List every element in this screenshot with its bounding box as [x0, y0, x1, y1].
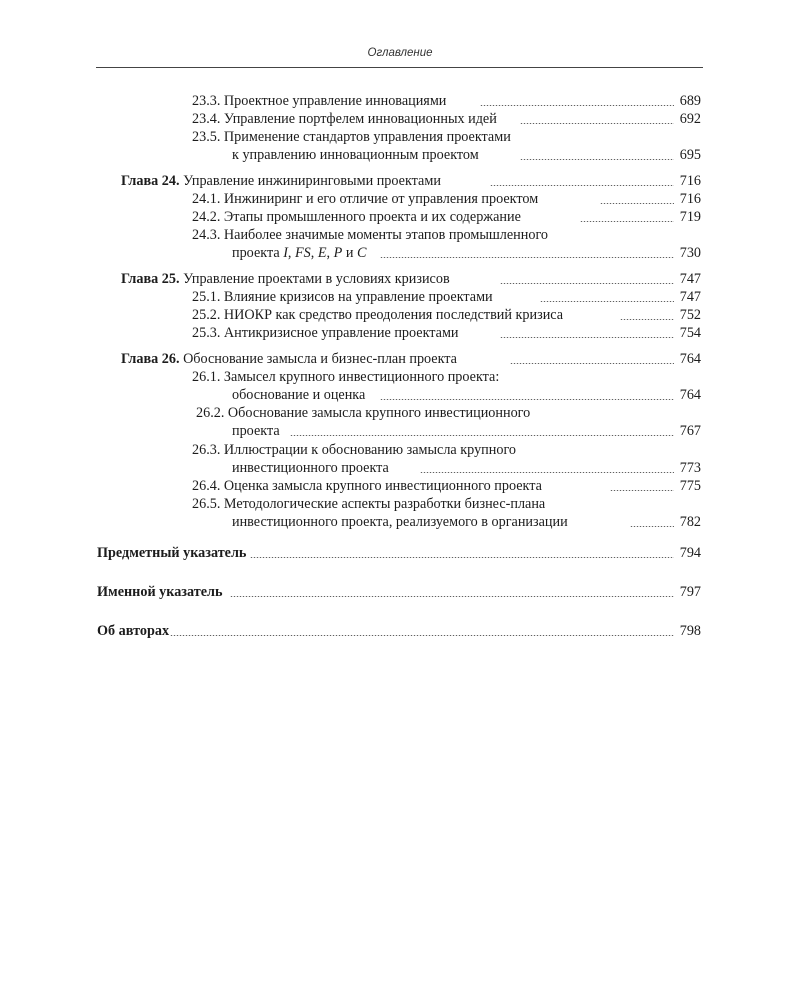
toc-name-index[interactable]: [0, 583, 800, 601]
chapter-label: Глава 26.: [121, 351, 180, 367]
toc-chapter-25[interactable]: [0, 270, 800, 288]
entry-page: 764: [679, 387, 701, 403]
toc-entry-26-2[interactable]: [0, 404, 800, 422]
leader-dots: [600, 203, 674, 204]
entry-title-line2: проекта I, FS, E, P и C: [232, 245, 367, 261]
toc-entry-26-5[interactable]: [0, 495, 800, 513]
chapter-title: Управление инжиниринговыми проектами: [183, 173, 441, 189]
toc-entry-26-1-cont[interactable]: [0, 386, 800, 404]
toc-entry-26-1[interactable]: [0, 368, 800, 386]
toc-about-authors[interactable]: [0, 622, 800, 640]
entry-page: 775: [679, 478, 701, 494]
entry-page: 782: [679, 514, 701, 530]
chapter-label: Глава 24.: [121, 173, 180, 189]
entry-title-line1: Методологические аспекты разработки бизнес-плана: [223, 496, 546, 512]
entry-title: Инжиниринг и его отличие от управления проектом: [223, 191, 539, 207]
entry-number: 25.3.: [192, 325, 221, 341]
entry-title: Об авторах: [97, 623, 170, 639]
toc-entry-23-3[interactable]: [0, 92, 800, 110]
entry-title: Управление портфелем инновационных идей: [223, 111, 497, 127]
toc-entry-24-3[interactable]: [0, 226, 800, 244]
leader-dots: [500, 283, 674, 284]
chapter-title: Управление проектами в условиях кризисов: [183, 271, 450, 287]
leader-dots: [520, 123, 674, 124]
entry-title-line1: Наиболее значимые моменты этапов промышленного: [223, 227, 549, 243]
entry-number: 24.1.: [192, 191, 221, 207]
entry-title: Влияние кризисов на управление проектами: [223, 289, 493, 305]
chapter-label: Глава 25.: [121, 271, 180, 287]
entry-title: Проектное управление инновациями: [223, 93, 447, 109]
leader-dots: [500, 337, 674, 338]
entry-page: 752: [679, 307, 701, 323]
entry-page: 764: [679, 351, 701, 367]
entry-title-line1: Иллюстрации к обоснованию замысла крупного: [223, 442, 516, 458]
entry-page: 730: [679, 245, 701, 261]
toc-entry-24-1[interactable]: [0, 190, 800, 208]
toc-chapter-24[interactable]: [0, 172, 800, 190]
toc-entry-26-2-cont[interactable]: [0, 422, 800, 440]
leader-dots: [170, 635, 674, 636]
leader-dots: [620, 319, 674, 320]
leader-dots: [580, 221, 674, 222]
entry-title: Именной указатель: [97, 584, 223, 600]
entry-number: 23.5.: [192, 129, 221, 145]
toc-entry-25-1[interactable]: [0, 288, 800, 306]
leader-dots: [490, 185, 674, 186]
entry-number: 26.3.: [192, 442, 221, 458]
entry-title: НИОКР как средство преодоления последствий кризиса: [223, 307, 564, 323]
entry-title-line1: Замысел крупного инвестиционного проекта:: [223, 369, 500, 385]
leader-dots: [510, 363, 674, 364]
toc-entry-23-5-cont[interactable]: [0, 146, 800, 164]
entry-title-line2: инвестиционного проекта: [232, 460, 389, 476]
entry-page: 794: [679, 545, 701, 561]
header-rule: [96, 67, 703, 68]
toc-entry-26-3-cont[interactable]: [0, 459, 800, 477]
leader-dots: [630, 526, 674, 527]
entry-number: 26.1.: [192, 369, 221, 385]
entry-number: 23.4.: [192, 111, 221, 127]
leader-dots: [540, 301, 674, 302]
entry-number: 24.2.: [192, 209, 221, 225]
entry-title: Предметный указатель: [97, 545, 247, 561]
toc-chapter-26[interactable]: [0, 350, 800, 368]
entry-page: 716: [679, 173, 701, 189]
toc-entry-23-4[interactable]: [0, 110, 800, 128]
entry-page: 754: [679, 325, 701, 341]
entry-title-line2: проекта: [232, 423, 280, 439]
toc-entry-25-3[interactable]: [0, 324, 800, 342]
leader-dots: [380, 257, 674, 258]
entry-title: Антикризисное управление проектами: [223, 325, 459, 341]
leader-dots: [230, 596, 674, 597]
entry-page: 692: [679, 111, 701, 127]
leader-dots: [520, 159, 674, 160]
entry-number: 26.5.: [192, 496, 221, 512]
entry-number: 25.2.: [192, 307, 221, 323]
toc-entry-25-2[interactable]: [0, 306, 800, 324]
entry-title-line1: Обоснование замысла крупного инвестиционного: [227, 405, 531, 421]
entry-page: 716: [679, 191, 701, 207]
entry-page: 773: [679, 460, 701, 476]
entry-page: 689: [679, 93, 701, 109]
toc-entry-23-5[interactable]: [0, 128, 800, 146]
toc-subject-index[interactable]: [0, 544, 800, 562]
entry-number: 23.3.: [192, 93, 221, 109]
entry-page: 798: [679, 623, 701, 639]
toc-entry-26-4[interactable]: [0, 477, 800, 495]
entry-number: 26.2.: [196, 405, 225, 421]
leader-dots: [420, 472, 674, 473]
toc-entry-26-3[interactable]: [0, 441, 800, 459]
entry-page: 695: [679, 147, 701, 163]
leader-dots: [380, 399, 674, 400]
toc-entry-24-2[interactable]: [0, 208, 800, 226]
leader-dots: [480, 105, 674, 106]
entry-title-line2: инвестиционного проекта, реализуемого в организации: [232, 514, 568, 530]
entry-title-line2: к управлению инновационным проектом: [232, 147, 479, 163]
entry-number: 26.4.: [192, 478, 221, 494]
entry-page: 747: [679, 271, 701, 287]
entry-title: Этапы промышленного проекта и их содержание: [223, 209, 521, 225]
entry-number: 25.1.: [192, 289, 221, 305]
running-header: Оглавление: [367, 47, 433, 59]
entry-title-line2: обоснование и оценка: [232, 387, 366, 403]
toc-entry-24-3-cont[interactable]: [0, 244, 800, 262]
entry-page: 767: [679, 423, 701, 439]
entry-page: 719: [679, 209, 701, 225]
entry-page: 797: [679, 584, 701, 600]
chapter-title: Обоснование замысла и бизнес-план проекта: [183, 351, 457, 367]
entry-title-line1: Применение стандартов управления проектами: [223, 129, 511, 145]
leader-dots: [250, 557, 674, 558]
entry-number: 24.3.: [192, 227, 221, 243]
leader-dots: [290, 435, 674, 436]
toc-entry-26-5-cont[interactable]: [0, 513, 800, 531]
entry-title: Оценка замысла крупного инвестиционного проекта: [223, 478, 542, 494]
entry-page: 747: [679, 289, 701, 305]
leader-dots: [610, 490, 674, 491]
